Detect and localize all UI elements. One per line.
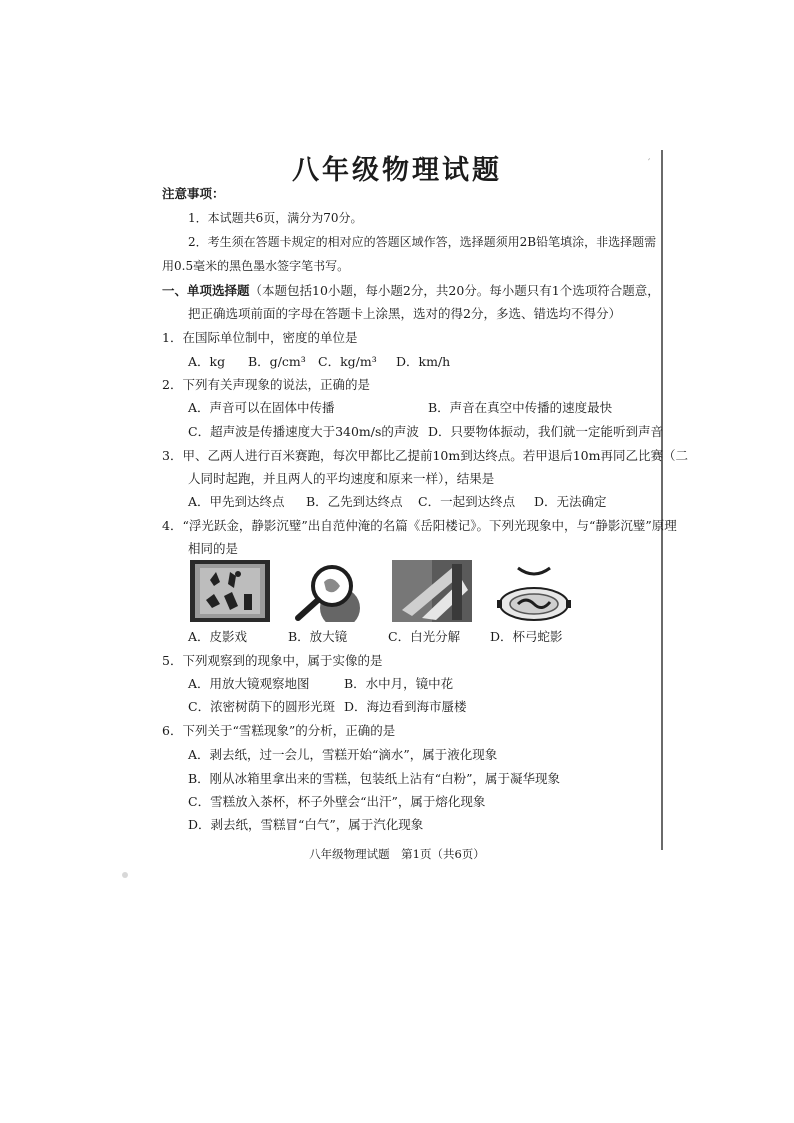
- section1-heading: 一、单项选择题: [162, 283, 250, 298]
- q4-option-b: B．放大镜: [288, 629, 348, 644]
- q2-stem: 2．下列有关声现象的说法，正确的是: [162, 377, 370, 392]
- section1-desc-2: 把正确选项前面的字母在答题卡上涂黑，选对的得2分，多选、错选均不得分）: [188, 306, 621, 321]
- notice-item-2: 2．考生须在答题卡规定的相对应的答题区域作答，选择题须用2B铅笔填涂，非选择题需: [188, 235, 657, 249]
- section1-desc-1: （本题包括10小题，每小题2分，共20分。每小题只有1个选项符合题意，: [249, 283, 660, 298]
- shadow-puppet-image: [190, 560, 270, 622]
- section1-heading-line: [162, 283, 660, 299]
- q5-option-c: C．浓密树荫下的圆形光斑: [188, 699, 336, 714]
- notice-item-2-cont: 用0.5毫米的黑色墨水签字笔书写。: [162, 259, 350, 273]
- q4-option-a: A．皮影戏: [188, 629, 248, 644]
- q4-stem-1: 4．“浮光跃金，静影沉璧”出自范仲淹的名篇《岳阳楼记》。下列光现象中，与“静影沉璧”原理: [162, 518, 677, 533]
- q3-option-d: D．无法确定: [534, 494, 607, 509]
- notice-item-1: 1．本试题共6页，满分为70分。: [188, 211, 363, 225]
- q4-stem-2: 相同的是: [188, 541, 239, 556]
- q1-option-d: D．km/h: [396, 354, 451, 369]
- q3-stem-1: 3．甲、乙两人进行百米赛跑，每次甲都比乙提前10m到达终点。若甲退后10m再同乙比赛（二: [162, 448, 688, 463]
- scan-smudge: [122, 872, 128, 878]
- q2-option-a: A．声音可以在固体中传播: [188, 400, 335, 415]
- exam-title: 八年级物理试题: [292, 155, 502, 186]
- q4-option-c: C．白光分解: [388, 629, 461, 644]
- q6-option-d: D．剥去纸，雪糕冒“白气”，属于汽化现象: [188, 817, 424, 832]
- q5-option-d: D．海边看到海市蜃楼: [344, 699, 467, 714]
- q1-option-a: A．kg: [188, 354, 226, 369]
- light-dispersion-image: [392, 560, 472, 622]
- q6-option-b: B．刚从冰箱里拿出来的雪糕，包装纸上沾有“白粉”，属于凝华现象: [188, 771, 560, 786]
- q6-option-a: A．剥去纸，过一会儿，雪糕开始“滴水”，属于液化现象: [188, 747, 498, 762]
- q2-option-d: D．只要物体振动，我们就一定能听到声音: [428, 424, 664, 439]
- q3-option-b: B．乙先到达终点: [306, 494, 403, 509]
- page-footer: 八年级物理试题 第1页（共6页）: [309, 847, 485, 861]
- q2-option-b: B．声音在真空中传播的速度最快: [428, 400, 613, 415]
- scan-edge-line: [661, 150, 663, 850]
- scan-mark: ′: [648, 158, 651, 169]
- q3-option-c: C．一起到达终点: [418, 494, 516, 509]
- q5-option-a: A．用放大镜观察地图: [188, 676, 310, 691]
- q5-stem: 5．下列观察到的现象中，属于实像的是: [162, 653, 383, 668]
- q1-option-c: C．kg/m³: [318, 354, 377, 369]
- q2-option-c: C．超声波是传播速度大于340m/s的声波: [188, 424, 419, 439]
- q6-option-c: C．雪糕放入茶杯，杯子外壁会“出汗”，属于熔化现象: [188, 794, 486, 809]
- cup-snake-image: [494, 560, 574, 622]
- q3-option-a: A．甲先到达终点: [188, 494, 285, 509]
- q1-stem: 1．在国际单位制中，密度的单位是: [162, 330, 358, 345]
- magnifier-image: [290, 560, 370, 622]
- notice-heading: 注意事项：: [162, 186, 225, 201]
- q1-option-b: B．g/cm³: [248, 354, 306, 369]
- q5-option-b: B．水中月，镜中花: [344, 676, 454, 691]
- q6-stem: 6．下列关于“雪糕现象”的分析，正确的是: [162, 723, 396, 738]
- q4-option-d: D．杯弓蛇影: [490, 629, 563, 644]
- q3-stem-2: 人同时起跑，并且两人的平均速度和原来一样），结果是: [188, 471, 495, 486]
